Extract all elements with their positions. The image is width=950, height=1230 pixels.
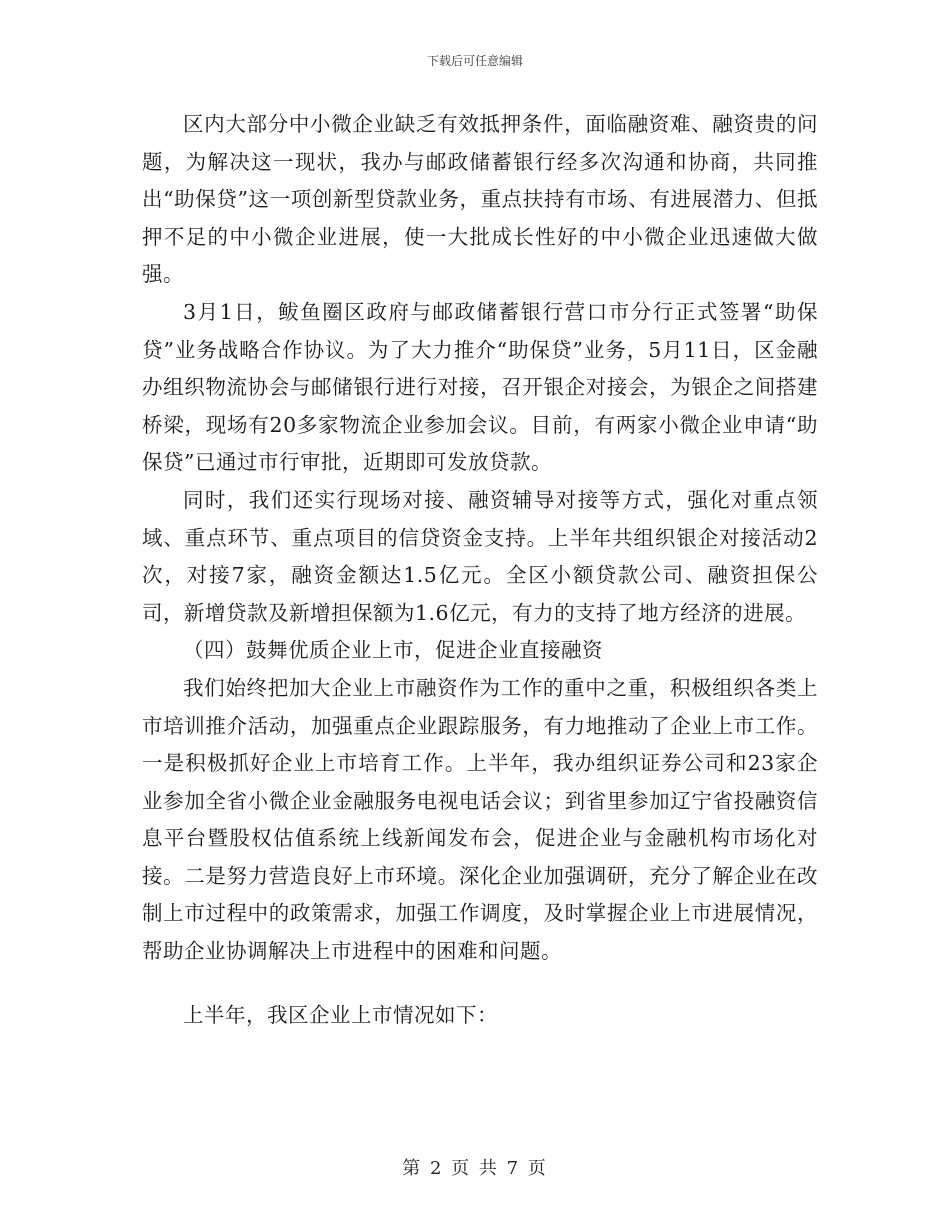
page-number (0, 1154, 950, 1180)
paragraph-credit-support: 同时，我们还实行现场对接、融资辅导对接等方式，强化对重点领域、重点环节、重点项目的信贷资金支持。上半年共组织银企对接活动2次，对接7家，融资金额达1.5亿元。全区小额贷款公司、融资担保公司，新增贷款及新增担保额为1.6亿元，有力的支持了地方经济的进展。 (142, 487, 818, 625)
document-body (142, 106, 818, 1034)
paragraph-cooperation-agreement: 3月1日，鲅鱼圈区政府与邮政储蓄银行营口市分行正式签署“助保贷”业务战略合作协议。为了大力推介“助保贷”业务，5月11日，区金融办组织物流协会与邮储银行进行对接，召开银企对接会，为银企之间搭建桥梁，现场有20多家物流企业参加会议。目前，有两家小微企业申请“助保贷”已通过市行审批，近期即可发放贷款。 (142, 299, 818, 475)
paragraph-financing-problem: 区内大部分中小微企业缺乏有效抵押条件，面临融资难、融资贵的问题，为解决这一现状，我办与邮政储蓄银行经多次沟通和协商，共同推出“助保贷”这一项创新型贷款业务，重点扶持有市场、有进展潜力、但抵押不足的中小微企业进展，使一大批成长性好的中小微企业迅速做大做强。 (142, 112, 818, 287)
paragraph-listing-work: 我们始终把加大企业上市融资作为工作的重中之重，积极组织各类上市培训推介活动，加强重点企业跟踪服务，有力地推动了企业上市工作。一是积极抓好企业上市培育工作。上半年，我办组织证券公司和23家企业参加全省小微企业金融服务电视电话会议；到省里参加辽宁省投融资信息平台暨股权估值系统上线新闻发布会，促进企业与金融机构市场化对接。二是努力营造良好上市环境。深化企业加强调研，充分了解企业在改制上市过程中的政策需求，加强工作调度，及时掌握企业上市进展情况，帮助企业协调解决上市进程中的困难和问题。 (142, 675, 818, 964)
section-heading-listing: （四）鼓舞优质企业上市，促进企业直接融资 (183, 638, 603, 663)
page-number-label: 第 2 页 共 7 页 (402, 1158, 548, 1179)
paragraph-listing-status: 上半年，我区企业上市情况如下： (183, 1002, 498, 1027)
page-header-note: 下载后可任意编辑 (426, 54, 523, 68)
